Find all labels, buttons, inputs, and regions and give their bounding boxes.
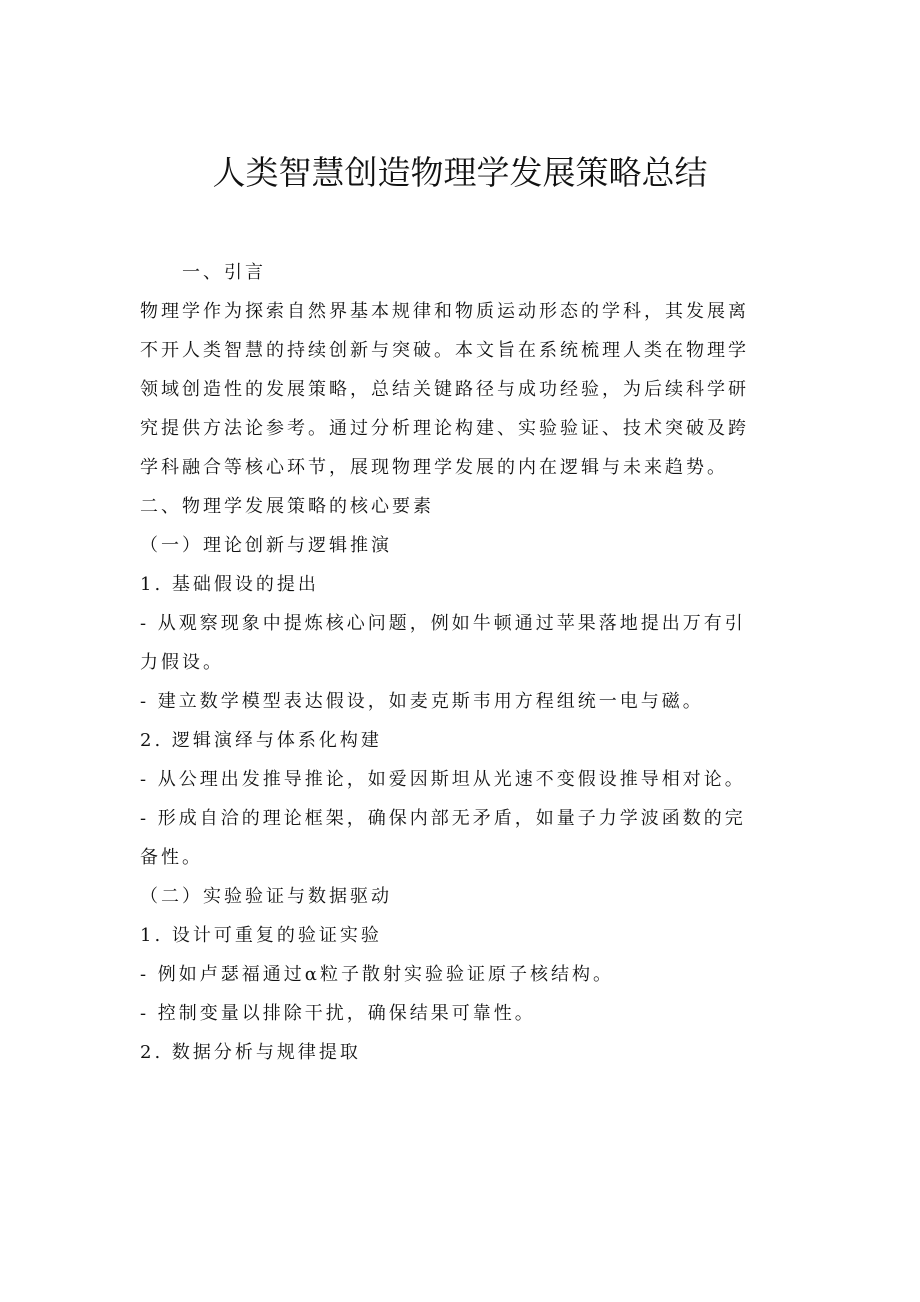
bullet-line: - 从观察现象中提炼核心问题，例如牛顿通过苹果落地提出万有引 [140, 613, 746, 634]
subsection-heading: （一）理论创新与逻辑推演 [140, 535, 392, 556]
section-heading: 一、引言 [182, 262, 266, 283]
paragraph-line: 学科融合等核心环节，展现物理学发展的内在逻辑与未来趋势。 [140, 457, 728, 478]
bullet-line: - 形成自洽的理论框架，确保内部无矛盾，如量子力学波函数的完 [140, 808, 746, 829]
numbered-item: 1. 设计可重复的验证实验 [140, 925, 382, 946]
subsection-heading: （二）实验验证与数据驱动 [140, 886, 392, 907]
numbered-item: 2. 逻辑演绎与体系化构建 [140, 730, 382, 751]
bullet-line: - 例如卢瑟福通过α粒子散射实验验证原子核结构。 [140, 964, 614, 985]
paragraph-line: 物理学作为探索自然界基本规律和物质运动形态的学科，其发展离 [140, 301, 749, 322]
bullet-line: - 控制变量以排除干扰，确保结果可靠性。 [140, 1003, 536, 1024]
document-title: 人类智慧创造物理学发展策略总结 [212, 153, 708, 192]
paragraph-line: 领域创造性的发展策略，总结关键路径与成功经验，为后续科学研 [140, 379, 749, 400]
numbered-item: 2. 数据分析与规律提取 [140, 1042, 361, 1063]
numbered-item: 1. 基础假设的提出 [140, 574, 319, 595]
bullet-line: - 从公理出发推导推论，如爱因斯坦从光速不变假设推导相对论。 [140, 769, 746, 790]
bullet-line: 力假设。 [140, 652, 224, 673]
bullet-line: - 建立数学模型表达假设，如麦克斯韦用方程组统一电与磁。 [140, 691, 704, 712]
section-heading: 二、物理学发展策略的核心要素 [140, 496, 434, 517]
bullet-line: 备性。 [140, 847, 203, 868]
document-body [140, 253, 790, 1072]
paragraph-line: 不开人类智慧的持续创新与突破。本文旨在系统梳理人类在物理学 [140, 340, 749, 361]
paragraph-line: 究提供方法论参考。通过分析理论构建、实验验证、技术突破及跨 [140, 418, 749, 439]
